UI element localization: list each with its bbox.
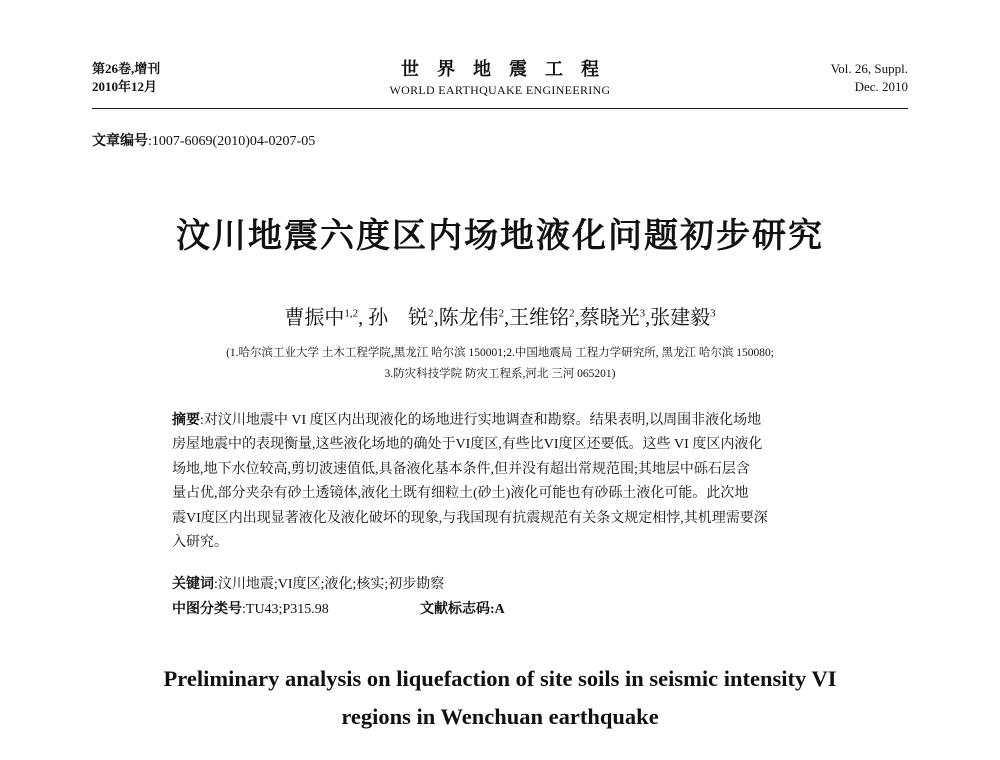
abstract-label: 摘要 — [172, 413, 200, 428]
article-number — [92, 133, 315, 151]
author-list: 曹振中$^{1,2}$, 孙 锐$^2$,陈龙伟$^2$,王维铭$^2$,蔡晓光$^3$,张建毅$^3$ — [284, 307, 716, 329]
author-name: 曹振中 — [284, 307, 345, 329]
volume-en: Vol. 26, Suppl. — [830, 61, 908, 76]
author-affiliation-mark: 2 — [569, 307, 575, 320]
article-number-label: 文章编号 — [92, 134, 148, 149]
author-name: 张建毅 — [650, 307, 711, 329]
journal-volume-en — [831, 60, 908, 96]
document-code-value: :A — [490, 602, 505, 617]
date-cn: 2010年12月 — [92, 79, 158, 94]
author-affiliation-mark: 2 — [498, 307, 505, 320]
abstract-line: 房屋地震中的表现衡量,这些液化场地的确处于VI度区,有些比VI度区还要低。这些 VI 度区内液化 — [172, 437, 763, 453]
document-code-label: 文献标志码 — [420, 602, 490, 617]
english-title-line: regions in Wenchuan earthquake — [341, 704, 659, 729]
classification-value: :TU43;P315.98 — [242, 602, 329, 617]
header-rule — [92, 108, 908, 109]
article-number-value: :1007-6069(2010)04-0207-05 — [148, 134, 316, 149]
journal-name-en: WORLD EARTHQUAKE ENGINEERING — [389, 83, 611, 97]
author-name: 孙 锐 — [368, 307, 429, 329]
abstract-line: 量占优,部分夹杂有砂土透镜体,液化土既有细粒土(砂土)液化可能也有砂砾土液化可能。此次地 — [172, 486, 749, 502]
keywords-label: 关键词 — [172, 577, 214, 592]
author-name: 王维铭 — [509, 307, 570, 329]
author-affiliation-mark: 3 — [639, 307, 646, 320]
affiliation-line: (1.哈尔滨工业大学 土木工程学院,黑龙江 哈尔滨 150001;2.中国地震局 工程力学研究所, 黑龙江 哈尔滨 150080; — [226, 347, 774, 359]
abstract — [172, 409, 832, 555]
date-en: Dec. 2010 — [854, 79, 908, 94]
affiliation-line: 3.防灾科技学院 防灾工程系,河北 三河 065201) — [384, 368, 616, 380]
keywords-value: :汶川地震;VI度区;液化;核实;初步勘察 — [214, 577, 445, 592]
affiliations — [100, 343, 900, 385]
abstract-text: :对汶川地震中 VI 度区内出现液化的场地进行实地调查和勘察。结果表明,以周围非液化场地 — [200, 413, 762, 428]
abstract-line: 入研究。 — [172, 535, 228, 551]
volume-cn: 第26卷,增刊 — [92, 61, 161, 76]
author-name: 陈龙伟 — [438, 307, 499, 329]
author-affiliation-mark: 3 — [710, 307, 716, 320]
abstract-line: 震VI度区内出现显著液化及液化破坏的现象,与我国现有抗震规范有关条文规定相悖,其机理需要深 — [172, 510, 768, 526]
journal-name-cn: 世界地震工程 — [401, 59, 617, 79]
document-code — [420, 600, 505, 620]
classification-label: 中图分类号 — [172, 602, 242, 617]
classification — [172, 600, 832, 620]
english-title-line: Preliminary analysis on liquefaction of site soils in seismic intensity VI — [163, 666, 837, 691]
english-title — [0, 660, 1000, 736]
abstract-line — [172, 409, 832, 433]
keywords — [172, 575, 444, 595]
author-affiliation-mark: 2 — [428, 307, 434, 320]
abstract-line: 场地,地下水位较高,剪切波速值低,具备液化基本条件,但并没有超出常规范围;其地层中砾石层含 — [172, 461, 750, 477]
author-name: 蔡晓光 — [579, 307, 640, 329]
paper-title: 汶川地震六度区内场地液化问题初步研究 — [176, 216, 824, 256]
author-affiliation-mark: 1,2 — [344, 307, 359, 320]
